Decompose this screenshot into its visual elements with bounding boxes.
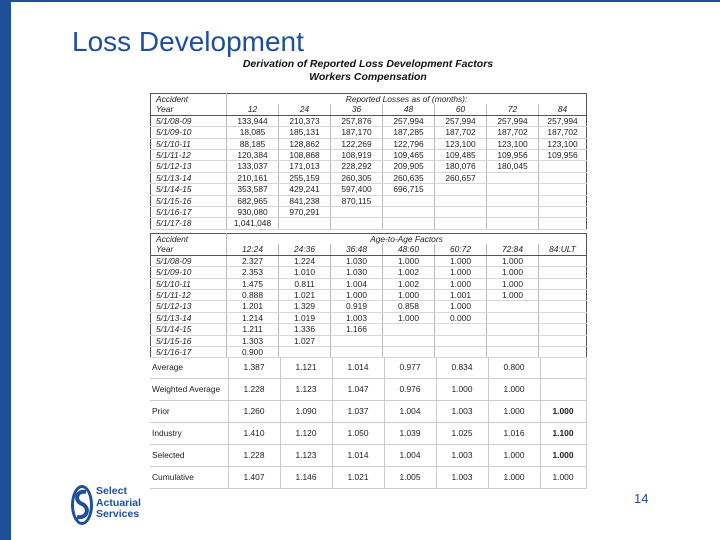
accident-year-cell: 5/1/08-09	[151, 255, 227, 266]
value-cell	[487, 195, 539, 206]
value-cell: 1.010	[279, 267, 331, 278]
table-row	[151, 312, 587, 323]
logo-line-3: Services	[96, 508, 140, 520]
summary-value: 1.090	[280, 401, 332, 423]
summary-value: 1.003	[436, 467, 488, 489]
value-cell	[435, 324, 487, 335]
accident-year-cell: 5/1/08-09	[151, 115, 227, 126]
value-cell	[487, 324, 539, 335]
value-cell: 682,965	[227, 195, 279, 206]
summary-label: Cumulative	[150, 467, 228, 489]
value-cell: 128,862	[279, 138, 331, 149]
value-cell: 1.030	[331, 267, 383, 278]
header-cell: 48	[383, 104, 435, 115]
value-cell: 123,100	[539, 138, 587, 149]
table-row	[151, 267, 587, 278]
value-cell: 18,085	[227, 127, 279, 138]
summary-value: 0.976	[384, 379, 436, 401]
summary-value: 1.037	[332, 401, 384, 423]
logo-line-2: Actuarial	[96, 496, 141, 509]
value-cell: 187,170	[331, 127, 383, 138]
table-row	[151, 278, 587, 289]
value-cell	[539, 255, 587, 266]
accident-year-cell: 5/1/13-14	[151, 312, 227, 323]
value-cell: 210,161	[227, 172, 279, 183]
summary-row	[150, 445, 586, 467]
value-cell: 1.000	[487, 278, 539, 289]
value-cell: 187,702	[539, 127, 587, 138]
value-cell	[487, 335, 539, 346]
value-cell: 1,041,048	[227, 218, 279, 229]
value-cell: 1.329	[279, 301, 331, 312]
summary-value: 1.228	[228, 445, 280, 467]
value-cell	[487, 172, 539, 183]
top-rule	[0, 0, 720, 2]
header-cell: 24	[279, 104, 331, 115]
accident-year-cell: 5/1/09-10	[151, 127, 227, 138]
value-cell	[279, 218, 331, 229]
value-cell: 597,400	[331, 184, 383, 195]
value-cell	[539, 172, 587, 183]
summary-value: 1.123	[280, 379, 332, 401]
value-cell: 187,285	[383, 127, 435, 138]
summary-value: 1.000	[488, 467, 540, 489]
value-cell	[539, 184, 587, 195]
header-cell: 12	[227, 104, 279, 115]
table-row	[151, 161, 587, 172]
value-cell	[383, 207, 435, 218]
header-row	[151, 94, 587, 105]
sheet-subtitle: Workers Compensation	[309, 71, 427, 83]
value-cell: 1.030	[331, 255, 383, 266]
header-cell: Year	[151, 244, 227, 255]
summary-value: 1.100	[540, 423, 586, 445]
value-cell: 180,045	[487, 161, 539, 172]
value-cell: 109,956	[539, 150, 587, 161]
summary-value: 1.021	[332, 467, 384, 489]
value-cell: 930,080	[227, 207, 279, 218]
summary-value: 1.005	[384, 467, 436, 489]
accident-year-cell: 5/1/13-14	[151, 172, 227, 183]
summary-value: 1.003	[436, 445, 488, 467]
value-cell: 0.888	[227, 290, 279, 301]
value-cell	[435, 218, 487, 229]
value-cell: 109,956	[487, 150, 539, 161]
value-cell: 1.000	[383, 312, 435, 323]
value-cell: 1.004	[331, 278, 383, 289]
value-cell: 180,076	[435, 161, 487, 172]
value-cell: 257,994	[539, 115, 587, 126]
value-cell	[539, 290, 587, 301]
value-cell: 257,994	[383, 115, 435, 126]
header-row	[151, 244, 587, 255]
header-cell: 72:84	[487, 244, 539, 255]
summary-value: 0.800	[488, 357, 540, 379]
accident-year-cell: 5/1/14-15	[151, 184, 227, 195]
value-cell	[487, 184, 539, 195]
accident-year-cell: 5/1/17-18	[151, 218, 227, 229]
slide-title: Loss Development	[72, 26, 304, 57]
value-cell: 108,868	[279, 150, 331, 161]
accident-year-cell: 5/1/10-11	[151, 138, 227, 149]
value-cell: 257,994	[435, 115, 487, 126]
value-cell	[539, 335, 587, 346]
value-cell	[331, 207, 383, 218]
summary-row	[150, 467, 586, 489]
header-cell: 48:60	[383, 244, 435, 255]
summary-value: 1.004	[384, 445, 436, 467]
summary-value: 1.000	[540, 445, 586, 467]
header-cell: 60	[435, 104, 487, 115]
value-cell: 260,635	[383, 172, 435, 183]
header-cell: Accident	[151, 94, 227, 105]
value-cell	[487, 218, 539, 229]
value-cell: 1.000	[435, 255, 487, 266]
logo-wordmark	[96, 486, 141, 521]
table-row	[151, 172, 587, 183]
summary-row	[150, 357, 586, 379]
summary-label: Average	[150, 357, 228, 379]
value-cell: 1.019	[279, 312, 331, 323]
value-cell: 257,876	[331, 115, 383, 126]
summary-value: 1.407	[228, 467, 280, 489]
summary-value: 1.047	[332, 379, 384, 401]
logo-line-1: Select	[96, 485, 127, 497]
value-cell: 1.000	[487, 267, 539, 278]
value-cell: 1.000	[435, 301, 487, 312]
value-cell: 1.224	[279, 255, 331, 266]
header-row	[151, 234, 587, 245]
value-cell: 353,587	[227, 184, 279, 195]
value-cell	[383, 218, 435, 229]
summary-value: 1.387	[228, 357, 280, 379]
value-cell: 123,100	[487, 138, 539, 149]
header-cell: Year	[151, 104, 227, 115]
accident-year-cell: 5/1/16-17	[151, 347, 227, 358]
value-cell: 1.166	[331, 324, 383, 335]
value-cell	[539, 195, 587, 206]
value-cell: 1.001	[435, 290, 487, 301]
header-cell: 84	[539, 104, 587, 115]
table-row	[151, 138, 587, 149]
value-cell: 1.002	[383, 267, 435, 278]
value-cell: 108,919	[331, 150, 383, 161]
value-cell: 109,465	[383, 150, 435, 161]
summary-value: 1.014	[332, 357, 384, 379]
factor-summary-table	[150, 357, 587, 489]
value-cell: 1.000	[487, 290, 539, 301]
value-cell: 870,115	[331, 195, 383, 206]
header-cell: 84:ULT	[539, 244, 587, 255]
value-cell: 1.211	[227, 324, 279, 335]
value-cell: 1.000	[487, 255, 539, 266]
page-number: 14	[634, 491, 649, 506]
value-cell: 260,657	[435, 172, 487, 183]
value-cell: 1.021	[279, 290, 331, 301]
summary-row	[150, 401, 586, 423]
value-cell: 187,702	[487, 127, 539, 138]
summary-value: 1.410	[228, 423, 280, 445]
value-cell	[539, 301, 587, 312]
summary-label: Industry	[150, 423, 228, 445]
summary-value: 1.146	[280, 467, 332, 489]
value-cell: 133,944	[227, 115, 279, 126]
table-row	[151, 127, 587, 138]
value-cell	[383, 195, 435, 206]
accident-year-cell: 5/1/11-12	[151, 290, 227, 301]
summary-value: 1.000	[488, 445, 540, 467]
header-cell: 12:24	[227, 244, 279, 255]
value-cell: 1.000	[435, 267, 487, 278]
summary-value: 0.977	[384, 357, 436, 379]
value-cell: 255,159	[279, 172, 331, 183]
table-row	[151, 218, 587, 229]
summary-value: 1.121	[280, 357, 332, 379]
summary-value: 1.260	[228, 401, 280, 423]
summary-value: 1.050	[332, 423, 384, 445]
value-cell	[383, 324, 435, 335]
header-cell: Accident	[151, 234, 227, 245]
value-cell: 1.214	[227, 312, 279, 323]
value-cell	[487, 301, 539, 312]
value-cell	[539, 161, 587, 172]
value-cell: 0.858	[383, 301, 435, 312]
value-cell: 257,994	[487, 115, 539, 126]
header-cell: Age-to-Age Factors	[227, 234, 587, 245]
value-cell: 185,131	[279, 127, 331, 138]
summary-value: 1.123	[280, 445, 332, 467]
value-cell	[331, 218, 383, 229]
left-accent-bar	[0, 0, 11, 540]
table-row	[151, 150, 587, 161]
value-cell: 209,905	[383, 161, 435, 172]
value-cell	[539, 312, 587, 323]
value-cell: 0.919	[331, 301, 383, 312]
summary-value: 1.039	[384, 423, 436, 445]
value-cell	[539, 207, 587, 218]
summary-value: 1.228	[228, 379, 280, 401]
value-cell	[487, 312, 539, 323]
header-cell: 72	[487, 104, 539, 115]
summary-value	[540, 379, 586, 401]
accident-year-cell: 5/1/11-12	[151, 150, 227, 161]
accident-year-cell: 5/1/15-16	[151, 195, 227, 206]
value-cell: 0.900	[227, 347, 279, 358]
table-row	[151, 184, 587, 195]
table-row	[151, 324, 587, 335]
value-cell: 122,796	[383, 138, 435, 149]
value-cell	[539, 267, 587, 278]
value-cell: 122,269	[331, 138, 383, 149]
table-row	[151, 290, 587, 301]
summary-value: 1.004	[384, 401, 436, 423]
value-cell: 429,241	[279, 184, 331, 195]
value-cell: 841,238	[279, 195, 331, 206]
summary-label: Selected	[150, 445, 228, 467]
value-cell: 171,013	[279, 161, 331, 172]
summary-value: 1.025	[436, 423, 488, 445]
value-cell	[539, 218, 587, 229]
accident-year-cell: 5/1/10-11	[151, 278, 227, 289]
value-cell: 1.336	[279, 324, 331, 335]
summary-row	[150, 379, 586, 401]
summary-label: Prior	[150, 401, 228, 423]
summary-value: 1.000	[488, 401, 540, 423]
table-row	[151, 115, 587, 126]
value-cell: 120,384	[227, 150, 279, 161]
accident-year-cell: 5/1/12-13	[151, 161, 227, 172]
value-cell: 1.000	[435, 278, 487, 289]
value-cell: 1.000	[383, 255, 435, 266]
value-cell: 88,185	[227, 138, 279, 149]
header-row	[151, 104, 587, 115]
value-cell: 228,292	[331, 161, 383, 172]
value-cell: 2.327	[227, 255, 279, 266]
table-row	[151, 335, 587, 346]
value-cell: 1.027	[279, 335, 331, 346]
value-cell	[539, 278, 587, 289]
summary-value	[540, 357, 586, 379]
value-cell	[539, 324, 587, 335]
value-cell: 123,100	[435, 138, 487, 149]
value-cell: 0.811	[279, 278, 331, 289]
summary-value: 1.000	[488, 379, 540, 401]
value-cell: 1.003	[331, 312, 383, 323]
accident-year-cell: 5/1/12-13	[151, 301, 227, 312]
value-cell	[435, 207, 487, 218]
summary-value: 0.834	[436, 357, 488, 379]
value-cell	[487, 207, 539, 218]
reported-losses-table	[150, 93, 587, 230]
value-cell: 210,373	[279, 115, 331, 126]
value-cell: 1.475	[227, 278, 279, 289]
value-cell	[435, 184, 487, 195]
summary-value: 1.000	[540, 401, 586, 423]
table-row	[151, 301, 587, 312]
header-cell: 60:72	[435, 244, 487, 255]
value-cell	[435, 335, 487, 346]
accident-year-cell: 5/1/09-10	[151, 267, 227, 278]
age-to-age-factors-table	[150, 233, 587, 358]
summary-row	[150, 423, 586, 445]
value-cell	[331, 335, 383, 346]
value-cell: 109,485	[435, 150, 487, 161]
summary-value: 1.014	[332, 445, 384, 467]
summary-value: 1.000	[436, 379, 488, 401]
value-cell: 1.201	[227, 301, 279, 312]
accident-year-cell: 5/1/16-17	[151, 207, 227, 218]
value-cell	[383, 335, 435, 346]
value-cell: 187,702	[435, 127, 487, 138]
value-cell: 133,037	[227, 161, 279, 172]
accident-year-cell: 5/1/14-15	[151, 324, 227, 335]
header-cell: Reported Losses as of (months):	[227, 94, 587, 105]
value-cell: 0.000	[435, 312, 487, 323]
sheet-title: Derivation of Reported Loss Development Factors	[242, 58, 494, 70]
value-cell: 2.353	[227, 267, 279, 278]
summary-value: 1.016	[488, 423, 540, 445]
summary-value: 1.120	[280, 423, 332, 445]
value-cell: 696,715	[383, 184, 435, 195]
value-cell: 260,305	[331, 172, 383, 183]
accident-year-cell: 5/1/15-16	[151, 335, 227, 346]
header-cell: 24:36	[279, 244, 331, 255]
value-cell: 1.002	[383, 278, 435, 289]
value-cell	[435, 195, 487, 206]
table-row	[151, 195, 587, 206]
spreadsheet-image	[148, 57, 588, 495]
summary-value: 1.000	[540, 467, 586, 489]
header-cell: 36:48	[331, 244, 383, 255]
table-row	[151, 255, 587, 266]
summary-label: Weighted Average	[150, 379, 228, 401]
table-row	[151, 207, 587, 218]
header-cell: 36	[331, 104, 383, 115]
value-cell: 1.303	[227, 335, 279, 346]
value-cell: 970,291	[279, 207, 331, 218]
summary-value: 1.003	[436, 401, 488, 423]
value-cell: 1.000	[331, 290, 383, 301]
value-cell: 1.000	[383, 290, 435, 301]
